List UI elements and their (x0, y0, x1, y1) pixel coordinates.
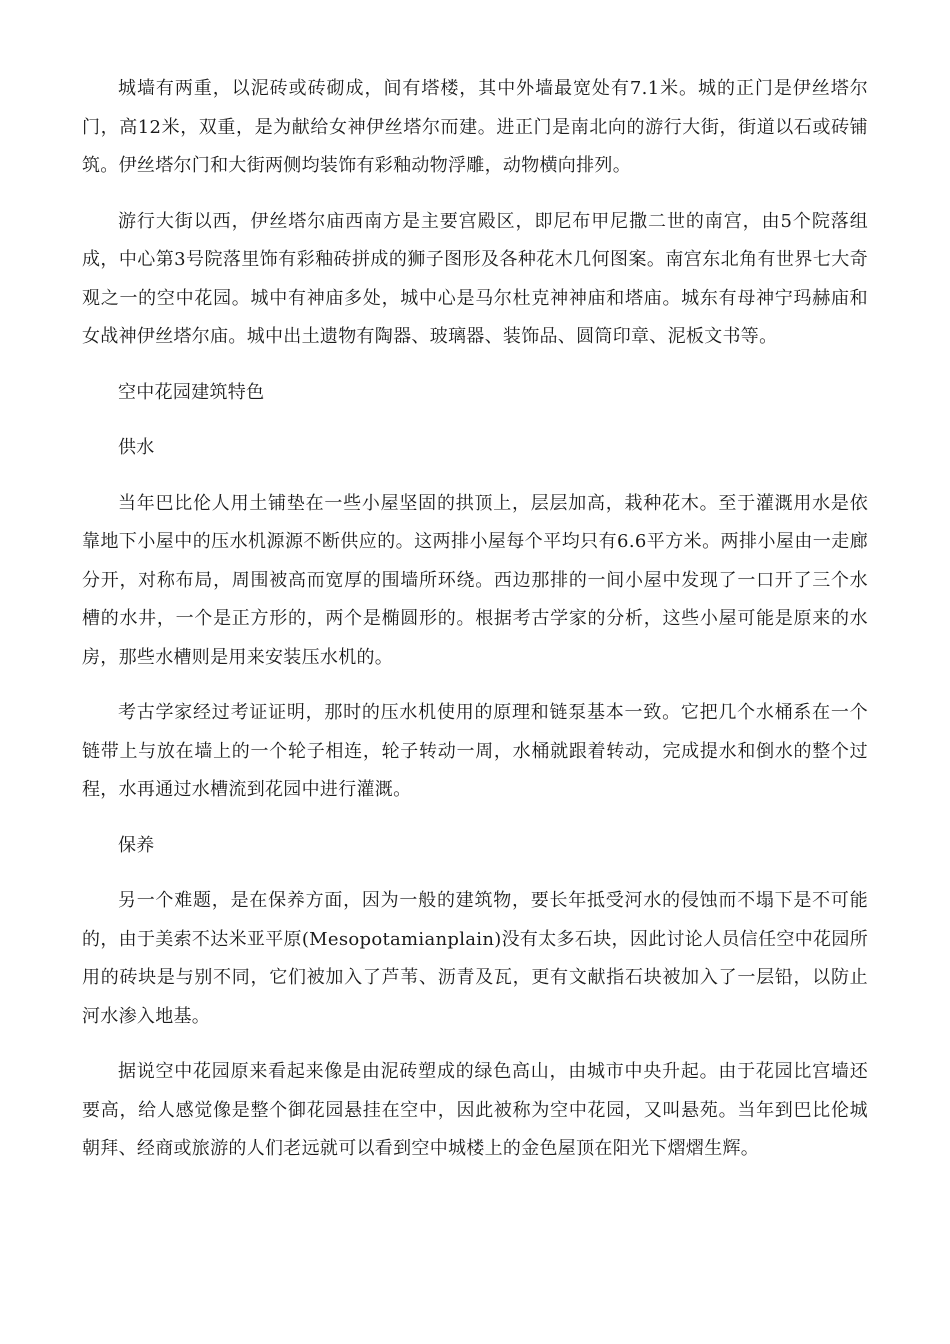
paragraph-appearance: 据说空中花园原来看起来像是由泥砖塑成的绿色高山，由城市中央升起。由于花园比宫墙还要高，给人感觉像是整个御花园悬挂在空中，因此被称为空中花园，又叫悬苑。当年到巴比伦城朝拜、经商或旅游的人们老远就可以看到空中城楼上的金色屋顶在阳光下熠熠生辉。 (82, 1061, 868, 1159)
paragraph-pump-mechanism: 考古学家经过考证证明，那时的压水机使用的原理和链泵基本一致。它把几个水桶系在一个链带上与放在墙上的一个轮子相连，轮子转动一周，水桶就跟着转动，完成提水和倒水的整个过程，水再通过水槽流到花园中进行灌溉。 (82, 702, 868, 800)
section-heading-garden-features: 空中花园建筑特色 (118, 381, 265, 403)
paragraph-maintenance: 另一个难题，是在保养方面，因为一般的建筑物，要长年抵受河水的侵蚀而不塌下是不可能的，由于美索不达米亚平原(Mesopotamianplain)没有太多石块，因此讨论人员信任空中花园所用的砖块是与别不同，它们被加入了芦苇、沥青及瓦，更有文献指石块被加入了一层铅，以防止河水渗入地基。 (82, 890, 868, 1027)
paragraph-palace-area: 游行大街以西，伊丝塔尔庙西南方是主要宫殿区，即尼布甲尼撒二世的南宫，由5个院落组成，中心第3号院落里饰有彩釉砖拼成的狮子图形及各种花木几何图案。南宫东北角有世界七大奇观之一的空中花园。城中有神庙多处，城中心是马尔杜克神神庙和塔庙。城东有母神宁玛赫庙和女战神伊丝塔尔庙。城中出土遗物有陶器、玻璃器、装饰品、圆筒印章、泥板文书等。 (82, 210, 868, 347)
section-heading-maintenance: 保养 (118, 834, 155, 856)
paragraph-city-walls: 城墙有两重，以泥砖或砖砌成，间有塔楼，其中外墙最宽处有7.1米。城的正门是伊丝塔尔门，高12米，双重，是为献给女神伊丝塔尔而建。进正门是南北向的游行大街，街道以石或砖铺筑。伊丝塔尔门和大街两侧均装饰有彩釉动物浮雕，动物横向排列。 (82, 78, 868, 176)
document-page (82, 70, 868, 1186)
paragraph-water-supply: 当年巴比伦人用土铺垫在一些小屋坚固的拱顶上，层层加高，栽种花木。至于灌溉用水是依靠地下小屋中的压水机源源不断供应的。这两排小屋每个平均只有6.6平方米。两排小屋由一走廊分开，对称布局，周围被高而宽厚的围墙所环绕。西边那排的一间小屋中发现了一口开了三个水槽的水井，一个是正方形的，两个是椭圆形的。根据考古学家的分析，这些小屋可能是原来的水房，那些水槽则是用来安装压水机的。 (82, 492, 868, 668)
section-heading-water-supply: 供水 (118, 437, 155, 458)
